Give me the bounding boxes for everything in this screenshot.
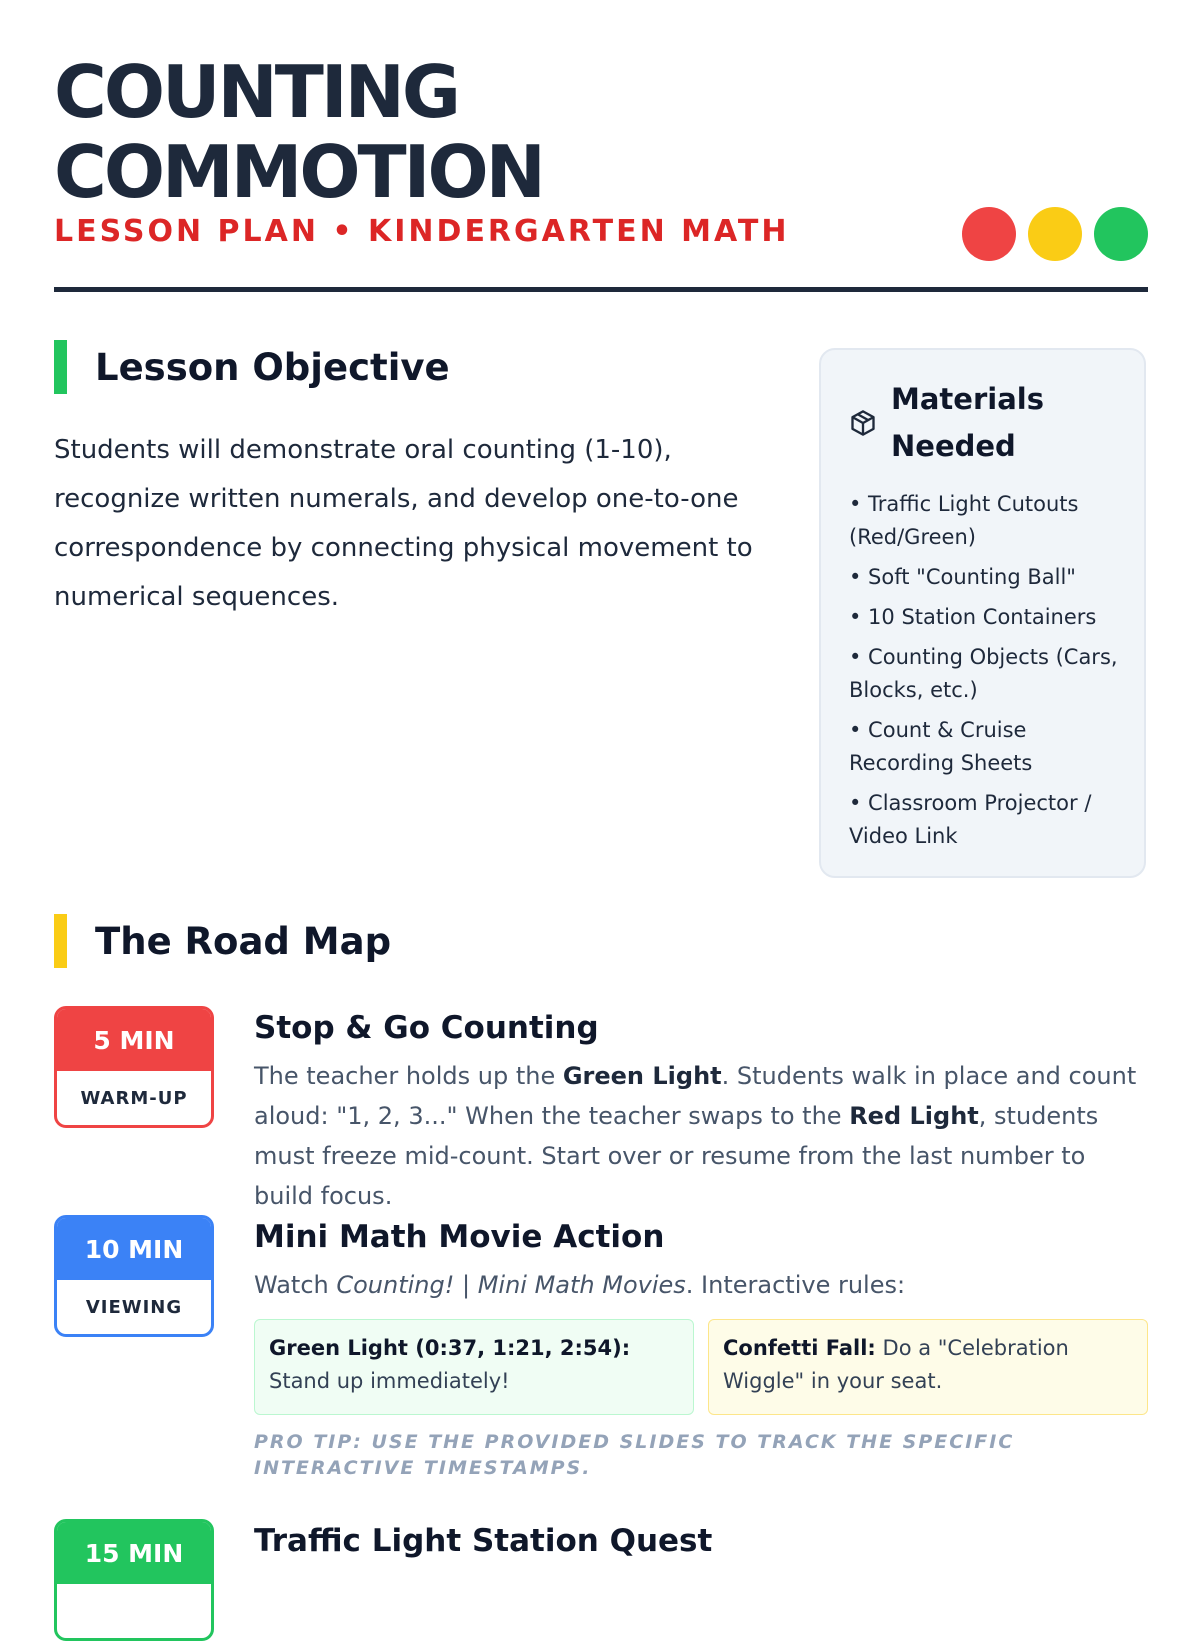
objective-heading	[54, 340, 450, 394]
materials-card	[819, 348, 1146, 878]
roadmap-title: The Road Map	[95, 919, 392, 963]
materials-item: • Classroom Projector / Video Link	[849, 791, 1092, 848]
step-title: Stop & Go Counting	[254, 1010, 599, 1046]
roadmap-heading	[54, 914, 391, 968]
step-description: Watch Counting! | Mini Math Movies. Interactive rules:	[254, 1271, 906, 1299]
page-subtitle: LESSON PLAN • KINDERGARTEN MATH	[54, 214, 790, 249]
traffic-lights	[962, 207, 1148, 261]
step-title: Traffic Light Station Quest	[254, 1523, 713, 1559]
video-title: Counting! | Mini Math Movies	[336, 1271, 686, 1299]
badge-time: 15 MIN	[57, 1522, 211, 1584]
objective-accent-bar	[54, 340, 67, 394]
badge-time: 5 MIN	[57, 1009, 211, 1071]
interactive-rules	[254, 1319, 1148, 1415]
objective-title: Lesson Objective	[95, 345, 450, 389]
step-description: The teacher holds up the Green Light. Students walk in place and count aloud: "1, 2, 3..." When the teacher swaps to the Red Light, students must freeze mid-count. Start over or resume from the last number to build focus.	[254, 1062, 1137, 1210]
page-title: COUNTING COMMOTION	[54, 50, 543, 214]
green-light-icon	[1094, 207, 1148, 261]
rule-green-light: Green Light (0:37, 1:21, 2:54): Stand up immediately!	[254, 1319, 694, 1415]
rule-confetti-fall: Confetti Fall: Do a "Celebration Wiggle" in your seat.	[708, 1319, 1148, 1415]
materials-list	[849, 488, 1118, 853]
header-divider	[54, 287, 1148, 292]
red-light-icon	[962, 207, 1016, 261]
materials-item: • Counting Objects (Cars, Blocks, etc.)	[849, 645, 1118, 702]
materials-item: • 10 Station Containers	[849, 605, 1097, 629]
materials-item: • Traffic Light Cutouts (Red/Green)	[849, 492, 1079, 549]
materials-item: • Soft "Counting Ball"	[849, 565, 1076, 589]
time-badge	[54, 1215, 214, 1337]
badge-label: WARM-UP	[80, 1087, 188, 1109]
pro-tip: PRO TIP: USE THE PROVIDED SLIDES TO TRACK THE SPECIFIC INTERACTIVE TIMESTAMPS.	[254, 1431, 1015, 1479]
materials-item: • Count & Cruise Recording Sheets	[849, 718, 1033, 775]
badge-time: 10 MIN	[57, 1218, 211, 1280]
step-body	[254, 1006, 1148, 1216]
time-badge	[54, 1519, 214, 1641]
materials-heading	[849, 376, 1118, 470]
materials-title: Materials Needed	[891, 382, 1044, 463]
objective-text: Students will demonstrate oral counting (1-10), recognize written numerals, and develop one-to-one correspondence by connecting physical movement to numerical sequences.	[54, 435, 753, 612]
badge-label: VIEWING	[85, 1296, 183, 1318]
step-body	[254, 1215, 1148, 1481]
time-badge	[54, 1006, 214, 1128]
step-title: Mini Math Movie Action	[254, 1219, 665, 1255]
package-icon	[849, 409, 877, 437]
roadmap-accent-bar	[54, 914, 67, 968]
step-body	[254, 1519, 1148, 1563]
yellow-light-icon	[1028, 207, 1082, 261]
